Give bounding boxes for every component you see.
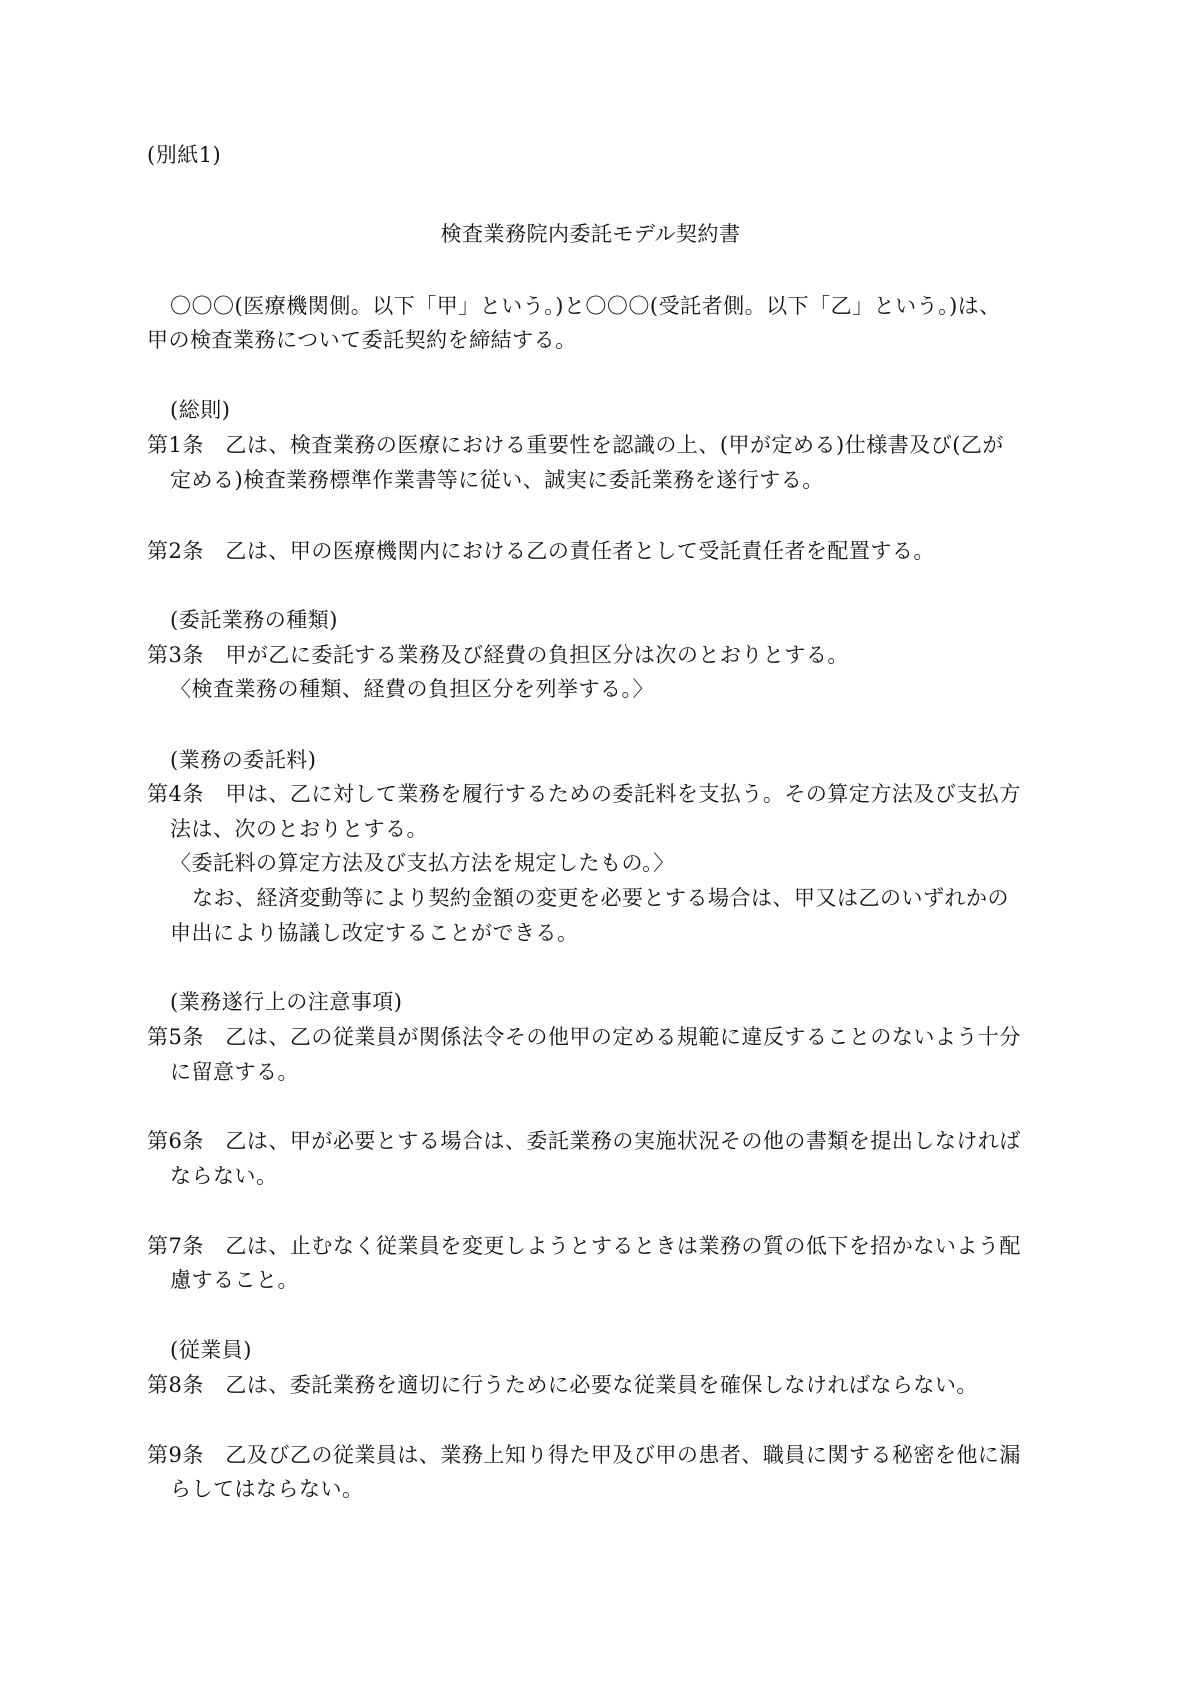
article-7-line-2: 慮すること。 xyxy=(170,1268,299,1292)
preamble-line-2: 甲の検査業務について委託契約を締結する。 xyxy=(147,328,577,352)
document-title: 検査業務院内委託モデル契約書 xyxy=(440,222,741,246)
heading-service-fee: (業務の委託料) xyxy=(170,748,317,772)
article-5-line-2: に留意する。 xyxy=(170,1060,299,1084)
article-3-line-2: 〈検査業務の種類、経費の負担区分を列挙する。〉 xyxy=(170,677,654,701)
article-1-line-2: 定める)検査業務標準作業書等に従い、誠実に委託業務を遂行する。 xyxy=(170,468,824,492)
heading-staff: (従業員) xyxy=(170,1338,252,1362)
article-1-line-1: 第1条 乙は、検査業務の医療における重要性を認識の上、(甲が定める)仕様書及び(乙が xyxy=(147,433,1004,457)
heading-service-types: (委託業務の種類) xyxy=(170,608,338,632)
article-4-line-3: 〈委託料の算定方法及び支払方法を規定したもの。〉 xyxy=(170,851,675,875)
article-6-line-1: 第6条 乙は、甲が必要とする場合は、委託業務の実施状況その他の書類を提出しなければ xyxy=(147,1129,1021,1153)
article-4-line-5: 申出により協議し改定することができる。 xyxy=(170,921,579,945)
article-9-line-2: らしてはならない。 xyxy=(170,1477,364,1501)
attachment-label: (別紙1) xyxy=(147,143,222,167)
article-4-line-2: 法は、次のとおりとする。 xyxy=(170,817,428,841)
article-4-line-4: なお、経済変動等により契約金額の変更を必要とする場合は、甲又は乙のいずれかの xyxy=(192,886,1009,910)
article-3-line-1: 第3条 甲が乙に委託する業務及び経費の負担区分は次のとおりとする。 xyxy=(147,643,849,667)
article-4-line-1: 第4条 甲は、乙に対して業務を履行するための委託料を支払う。その算定方法及び支払方 xyxy=(147,782,1021,806)
article-6-line-2: ならない。 xyxy=(170,1164,278,1188)
heading-notes: (業務遂行上の注意事項) xyxy=(170,990,403,1014)
article-8: 第8条 乙は、委託業務を適切に行うために必要な従業員を確保しなければならない。 xyxy=(147,1373,978,1397)
article-7-line-1: 第7条 乙は、止むなく従業員を変更しようとするときは業務の質の低下を招かないよう配 xyxy=(147,1234,1021,1258)
article-9-line-1: 第9条 乙及び乙の従業員は、業務上知り得た甲及び甲の患者、職員に関する秘密を他に漏 xyxy=(147,1443,1021,1467)
preamble-line-1: 〇〇〇(医療機関側。以下「甲」という。)と〇〇〇(受託者側。以下「乙」という。)は、 xyxy=(170,294,1001,318)
article-5-line-1: 第5条 乙は、乙の従業員が関係法令その他甲の定める規範に違反することのないよう十分 xyxy=(147,1025,1021,1049)
heading-general: (総則) xyxy=(170,398,231,422)
article-2: 第2条 乙は、甲の医療機関内における乙の責任者として受託責任者を配置する。 xyxy=(147,539,935,563)
